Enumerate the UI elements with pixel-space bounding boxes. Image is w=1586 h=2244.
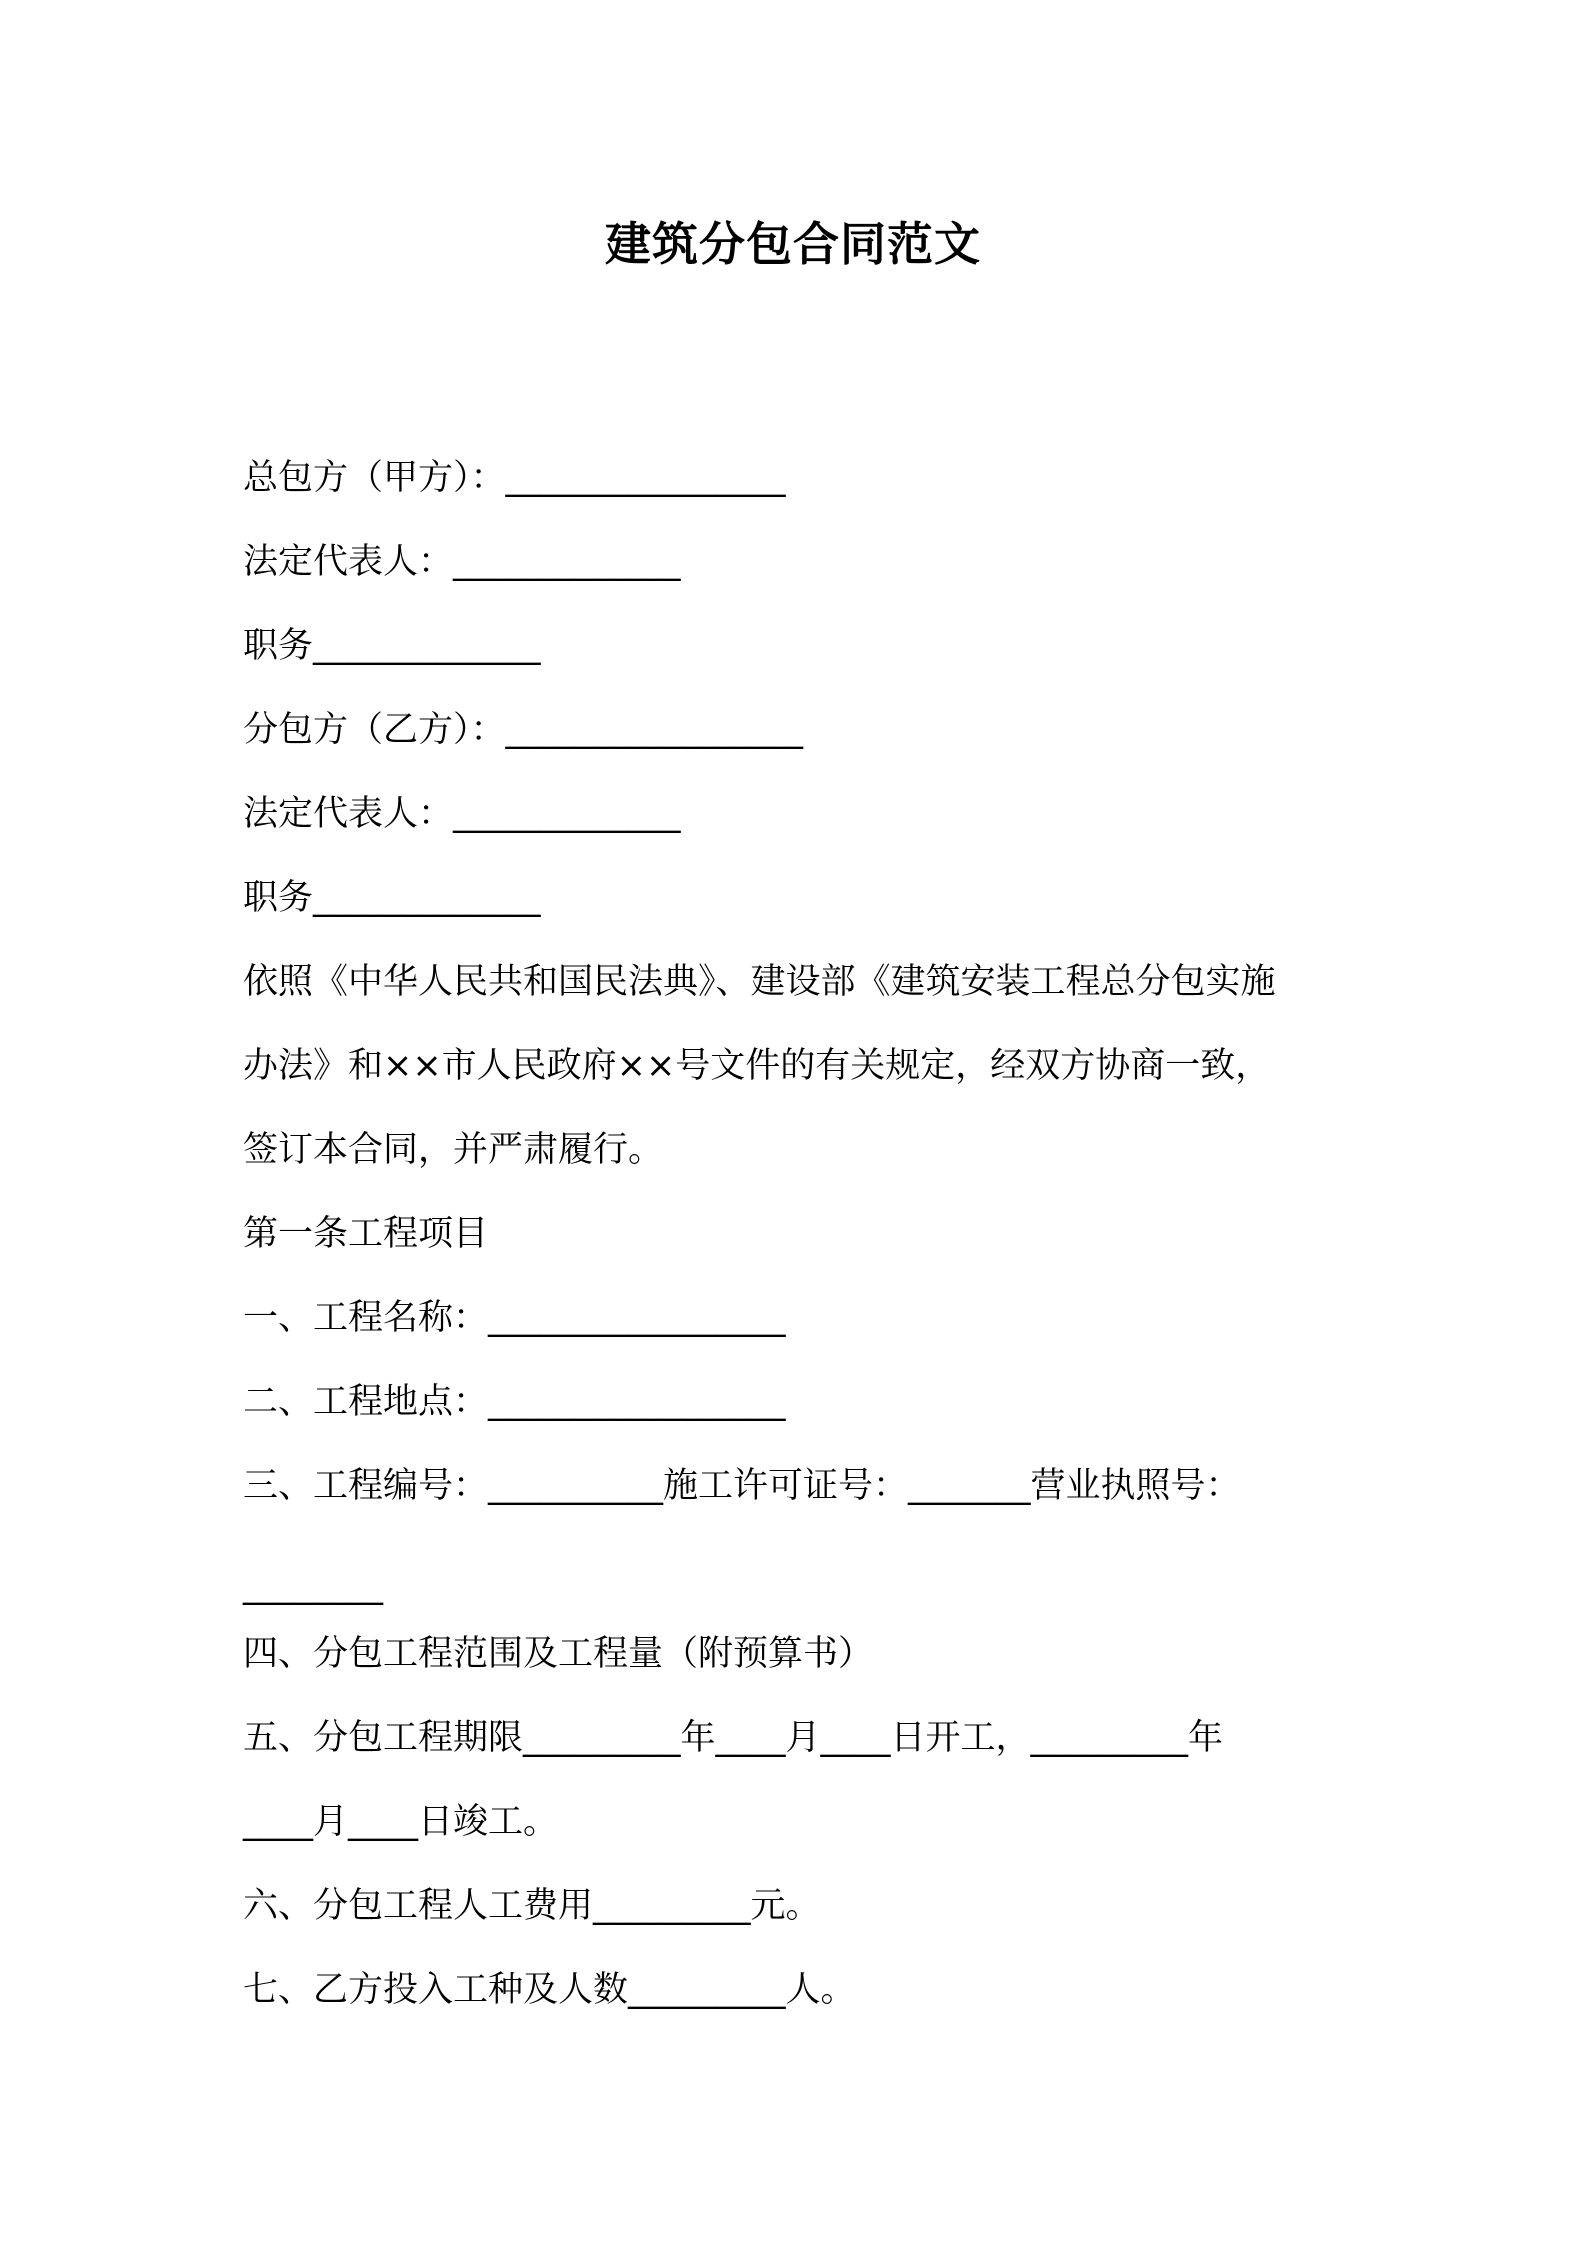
preamble-line-2: 办法》和××市人民政府××号文件的有关规定，经双方协商一致， [243,1046,1271,1086]
project-location-line: 二、工程地点：_________________ [243,1382,786,1422]
project-name-line: 一、工程名称：_________________ [243,1298,786,1338]
scope-line: 四、分包工程范围及工程量（附预算书） [243,1634,874,1674]
period-line-2: ____月____日竣工。 [243,1802,559,1842]
workers-line: 七、乙方投入工种及人数_________人。 [243,1970,856,2010]
party-b-position-line: 职务_____________ [243,878,541,918]
party-b-legal-rep-line: 法定代表人：_____________ [243,794,681,834]
license-number-blank: ________ [243,1566,383,1606]
project-number-line: 三、工程编号：__________施工许可证号：_______营业执照号： [243,1466,1241,1506]
party-a-line: 总包方（甲方）：________________ [243,458,786,498]
party-b-line: 分包方（乙方）：_________________ [243,710,804,750]
preamble-line-1: 依照《中华人民共和国民法典》、建设部《建筑安装工程总分包实施 [243,962,1276,1002]
party-a-position-line: 职务_____________ [243,626,541,666]
period-line-1: 五、分包工程期限_________年____月____日开工，_________年 [243,1718,1224,1758]
article-1-heading: 第一条工程项目 [243,1214,489,1254]
labor-cost-line: 六、分包工程人工费用_________元。 [243,1886,821,1926]
preamble-line-3: 签订本合同，并严肃履行。 [243,1130,664,1170]
document-title: 建筑分包合同范文 [605,217,981,271]
party-a-legal-rep-line: 法定代表人：_____________ [243,542,681,582]
